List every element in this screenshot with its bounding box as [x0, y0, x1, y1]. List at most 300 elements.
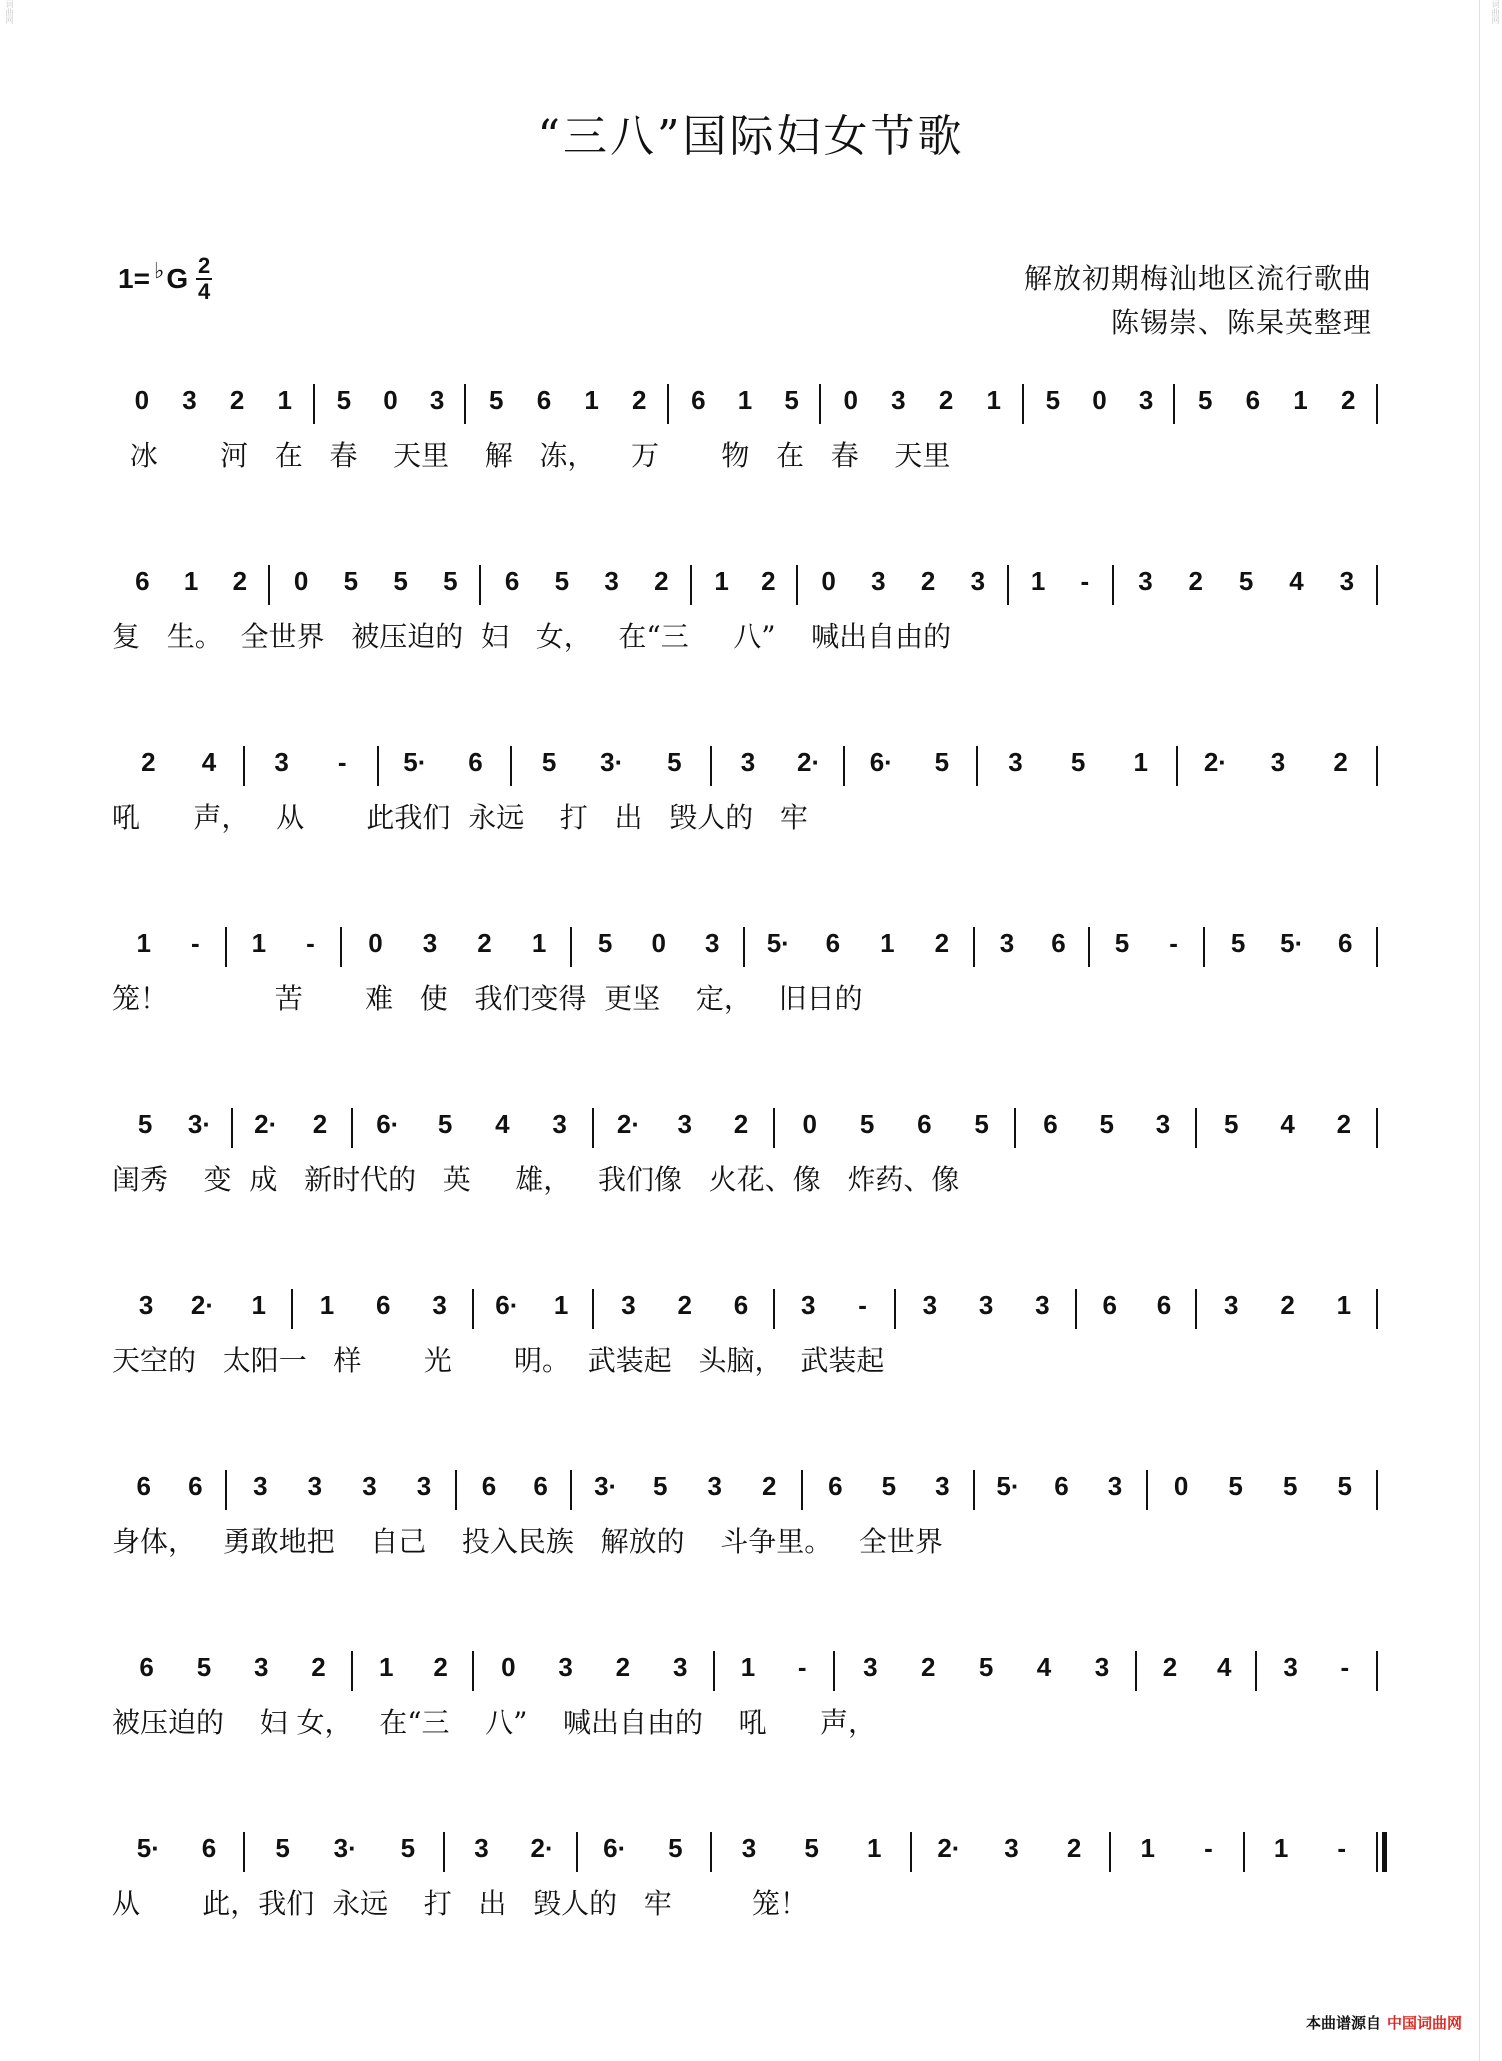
note: 2 [733, 1109, 749, 1139]
note: 2 [761, 566, 776, 596]
note: 4 [1280, 1109, 1295, 1139]
note: 5 [554, 566, 570, 596]
barline [690, 565, 692, 605]
measure [463, 1456, 566, 1516]
footer [1306, 2012, 1462, 2033]
note: 2 [1066, 1833, 1082, 1863]
measure [718, 1818, 906, 1878]
note: 5 [597, 928, 613, 958]
barline [1109, 1832, 1111, 1872]
note: 3 [432, 1290, 447, 1320]
note: 2 [1188, 566, 1203, 596]
note: 0 [821, 566, 836, 596]
note: 2 [631, 385, 647, 415]
note: 1 [880, 928, 895, 958]
note: 6 [1043, 1109, 1058, 1139]
footer-source: 本曲谱源自 [1305, 2014, 1381, 2032]
barline [801, 1470, 803, 1510]
score-system [112, 1094, 1378, 1224]
barline [1088, 927, 1090, 967]
notation-line [112, 370, 1378, 430]
note: 4 [1036, 1652, 1052, 1682]
note: 4 [495, 1109, 510, 1139]
measure [1251, 1818, 1372, 1878]
barline [243, 746, 245, 786]
measure [1117, 1818, 1238, 1878]
note: - [797, 1652, 807, 1682]
barline [351, 1108, 353, 1148]
lyric-line: 复 生。 全世界 被压迫的 妇 女， 在“三 八” 喊出自由的 [112, 620, 952, 653]
measure [359, 1094, 588, 1154]
measure [518, 732, 706, 792]
note: 3· [333, 1833, 357, 1863]
note: 0 [501, 1652, 516, 1682]
note: 3 [704, 928, 720, 958]
measure [600, 1275, 769, 1335]
measure [487, 551, 686, 611]
note: 1 [740, 1652, 756, 1682]
note: 2 [311, 1652, 326, 1682]
measure [239, 1094, 348, 1154]
note: 3 [416, 1471, 432, 1501]
measure [118, 1637, 347, 1697]
note: 6 [825, 928, 841, 958]
note: 3 [1155, 1109, 1171, 1139]
measure [1263, 1637, 1372, 1697]
barline [894, 1289, 896, 1329]
note: 5 [668, 1833, 683, 1863]
barline [1176, 746, 1178, 786]
note: 3 [707, 1471, 722, 1501]
credits [1024, 257, 1372, 345]
measure [348, 913, 566, 973]
barline [1376, 1651, 1378, 1691]
measure [751, 913, 969, 973]
note: 1 [1273, 1833, 1289, 1863]
note: 2· [616, 1109, 640, 1139]
note: 0 [843, 385, 858, 415]
measure [600, 1094, 769, 1154]
barline [1376, 1289, 1378, 1329]
barline [443, 1832, 445, 1872]
note: 2 [762, 1471, 777, 1501]
measure [1015, 551, 1109, 611]
note: 6 [917, 1109, 932, 1139]
note: 5 [1198, 385, 1213, 415]
note: 5 [1070, 747, 1086, 777]
credit-arranger: 陈锡崇、陈杲英整理 [1110, 306, 1372, 339]
barline [472, 1651, 474, 1691]
note: 3 [891, 385, 906, 415]
measure [276, 551, 475, 611]
barline [479, 565, 481, 605]
note: 0 [1092, 385, 1107, 415]
measure [918, 1818, 1106, 1878]
barline [464, 384, 466, 424]
note: 2 [920, 566, 936, 596]
note: 1 [183, 566, 199, 596]
notation-line [112, 1818, 1378, 1878]
note: 6 [691, 385, 706, 415]
barline [455, 1470, 457, 1510]
barline [1376, 746, 1378, 786]
note: 1 [319, 1290, 335, 1320]
measure [1211, 913, 1372, 973]
note: 3 [741, 1833, 757, 1863]
note: 3 [253, 1471, 268, 1501]
note: 1 [553, 1290, 569, 1320]
notation-line [112, 1637, 1378, 1697]
note: 5 [489, 385, 504, 415]
lyric-line: 被压迫的 妇 女， 在“三 八” 喊出自由的 吼 声， [112, 1706, 877, 1739]
note: 3· [594, 1471, 618, 1501]
barline [510, 746, 512, 786]
note: - [1169, 928, 1178, 958]
note: 1 [136, 928, 151, 958]
note: 6 [468, 747, 483, 777]
measure [359, 1637, 468, 1697]
note: 5 [881, 1471, 897, 1501]
note: 2 [677, 1290, 692, 1320]
lyric-line: 笼！ 苦 难 使 我们变得 更坚 定， 旧日的 [112, 982, 863, 1015]
note: 2 [477, 928, 492, 958]
note: 3 [552, 1109, 567, 1139]
note: 3 [922, 1290, 938, 1320]
barline [231, 1108, 233, 1148]
note: 3 [677, 1109, 692, 1139]
measure [233, 1456, 451, 1516]
note: 2· [1203, 747, 1227, 777]
measure [251, 732, 372, 792]
barline [1146, 1470, 1148, 1510]
note: 5 [859, 1109, 875, 1139]
score-system [112, 732, 1378, 862]
measure [118, 913, 221, 973]
time-bottom: 4 [197, 279, 211, 304]
measure [451, 1818, 572, 1878]
barline [351, 1651, 353, 1691]
note: 4 [1217, 1652, 1232, 1682]
measure [118, 1275, 287, 1335]
note: 5 [652, 1471, 668, 1501]
measure [1154, 1456, 1372, 1516]
score-system [112, 1456, 1378, 1586]
measure [472, 370, 663, 430]
note: 6 [136, 1471, 151, 1501]
barline [973, 927, 975, 967]
note: 2· [190, 1290, 214, 1320]
note: 2 [433, 1652, 448, 1682]
note: 3 [740, 747, 756, 777]
measure [1203, 1094, 1372, 1154]
measure [981, 913, 1084, 973]
measure [804, 551, 1003, 611]
measure [675, 370, 815, 430]
footer-site[interactable]: 中国词曲网 [1386, 2014, 1462, 2032]
note: 3 [978, 1290, 994, 1320]
note: 5 [393, 566, 408, 596]
measure [718, 732, 839, 792]
note: 1 [986, 385, 1001, 415]
note: 4 [1289, 566, 1304, 596]
barline [1376, 384, 1378, 424]
note: 3· [187, 1109, 211, 1139]
barline [570, 927, 572, 967]
note: 6 [504, 566, 520, 596]
barline [710, 746, 712, 786]
note: 5 [1045, 385, 1061, 415]
note: 5 [437, 1109, 453, 1139]
note: 3 [182, 385, 197, 415]
note: 4 [201, 747, 217, 777]
note: - [1204, 1833, 1213, 1863]
note: 3 [558, 1652, 573, 1682]
note: 3 [1270, 747, 1286, 777]
barline [592, 1289, 594, 1329]
measure [233, 913, 336, 973]
barline [773, 1289, 775, 1329]
note: 6· [376, 1109, 400, 1139]
measure [1096, 913, 1199, 973]
note: 3 [1138, 566, 1153, 596]
lyric-line: 吼 声， 从 此我们 永远 打 出 毁人的 牢 [112, 801, 808, 834]
note: 1 [531, 928, 547, 958]
time-signature [196, 255, 212, 303]
note: 6 [188, 1471, 203, 1501]
note: 3 [1224, 1290, 1239, 1320]
note: 1 [1030, 566, 1046, 596]
measure [781, 1094, 1010, 1154]
measure [578, 913, 739, 973]
lyric-line: 冰 河 在 春 天里 解 冻， 万 物 在 春 天里 [112, 439, 951, 472]
barline [1135, 1651, 1137, 1691]
barline [833, 1651, 835, 1691]
note: 3 [604, 566, 619, 596]
note: 5· [403, 747, 427, 777]
note: 2· [530, 1833, 554, 1863]
note: 2 [921, 1652, 936, 1682]
barline [1243, 1832, 1245, 1872]
note: 1 [737, 385, 753, 415]
note: 0 [651, 928, 666, 958]
note: 0 [802, 1109, 818, 1139]
barline [1376, 927, 1378, 967]
barline [713, 1651, 715, 1691]
note: 3 [1339, 566, 1355, 596]
measure [902, 1275, 1071, 1335]
measure [299, 1275, 468, 1335]
score-system [112, 1818, 1378, 1948]
note: 3 [1004, 1833, 1019, 1863]
notation-line [112, 1094, 1378, 1154]
note: 6 [1051, 928, 1066, 958]
note: 3 [1107, 1471, 1123, 1501]
barline [1075, 1289, 1077, 1329]
note: 2 [1336, 1109, 1352, 1139]
note: - [1080, 566, 1090, 596]
note: 6· [869, 747, 893, 777]
note: 3 [253, 1652, 269, 1682]
measure [118, 732, 239, 792]
notation-line [112, 913, 1378, 973]
barline [291, 1289, 293, 1329]
note: 5 [1099, 1109, 1114, 1139]
note: 5 [1238, 566, 1254, 596]
note: 5· [136, 1833, 160, 1863]
note: 1 [379, 1652, 394, 1682]
note: 2 [312, 1109, 328, 1139]
notation-line [112, 1456, 1378, 1516]
measure [1181, 370, 1372, 430]
measure [841, 1637, 1130, 1697]
note: 5 [541, 747, 557, 777]
lyric-line: 闺秀 变 成 新时代的 英 雄， 我们像 火花、像 炸药、像 [112, 1163, 960, 1196]
barline [843, 746, 845, 786]
note: 2 [615, 1652, 631, 1682]
barline [1203, 927, 1205, 967]
note: 3 [999, 928, 1015, 958]
score-system [112, 370, 1378, 500]
note: 3 [138, 1290, 154, 1320]
note: 3 [801, 1290, 816, 1320]
barline [1376, 1108, 1378, 1148]
credit-origin: 解放初期梅汕地区流行歌曲 [1023, 262, 1372, 295]
barline [976, 746, 978, 786]
barline [340, 927, 342, 967]
note: 5 [1282, 1471, 1298, 1501]
measure [1143, 1637, 1252, 1697]
note: 6 [1245, 385, 1261, 415]
note: 1 [277, 385, 292, 415]
note: - [306, 928, 315, 958]
barline [819, 384, 821, 424]
note: 6 [201, 1833, 217, 1863]
note: 2 [1280, 1290, 1295, 1320]
note: 5· [1280, 928, 1304, 958]
note: 3 [935, 1471, 950, 1501]
barline [313, 384, 315, 424]
measure [1030, 370, 1170, 430]
note: 0 [368, 928, 383, 958]
measure [578, 1456, 796, 1516]
note: 1 [1133, 747, 1148, 777]
barline [268, 565, 270, 605]
note: 3 [474, 1833, 489, 1863]
note: - [1337, 1833, 1346, 1863]
note: 3 [1094, 1652, 1110, 1682]
note: 3· [600, 747, 624, 777]
notation-line [112, 1275, 1378, 1335]
flat-icon: ♭ [153, 258, 165, 283]
note: 2 [141, 747, 156, 777]
measure [827, 370, 1018, 430]
note: 6 [481, 1471, 497, 1501]
measure [1184, 732, 1372, 792]
note: 2 [938, 385, 954, 415]
note: 6 [536, 385, 552, 415]
note: 3 [1138, 385, 1154, 415]
barline [225, 1470, 227, 1510]
note: 3 [422, 928, 438, 958]
barline [910, 1832, 912, 1872]
note: 2 [229, 385, 245, 415]
lyric-line: 从 此，我们 永远 打 出 毁人的 牢 笼！ [112, 1887, 808, 1920]
barline [1255, 1651, 1257, 1691]
note: 3 [621, 1290, 636, 1320]
barline [377, 746, 379, 786]
note: 1 [867, 1833, 882, 1863]
measure [1203, 1275, 1372, 1335]
note: 2 [934, 928, 950, 958]
note: - [858, 1290, 867, 1320]
note: - [1340, 1652, 1350, 1682]
barline [1195, 1108, 1197, 1148]
note: 0 [383, 385, 398, 415]
barline [773, 1108, 775, 1148]
score-system [112, 913, 1378, 1043]
note: 3 [1008, 747, 1023, 777]
score-system [112, 1275, 1378, 1405]
measure [781, 1275, 890, 1335]
measure [584, 1818, 705, 1878]
measure [1083, 1275, 1192, 1335]
barline [1022, 384, 1024, 424]
barline [592, 1108, 594, 1148]
note: 2 [1340, 385, 1356, 415]
barline [1014, 1108, 1016, 1148]
note: 0 [134, 385, 150, 415]
note: 6 [533, 1471, 548, 1501]
measure [1120, 551, 1372, 611]
barline [667, 384, 669, 424]
note: 3 [307, 1471, 323, 1501]
note: 6 [1337, 928, 1353, 958]
note: 2· [937, 1833, 961, 1863]
measure [480, 1275, 589, 1335]
note: 5 [343, 566, 359, 596]
barline [225, 927, 227, 967]
note: 3 [871, 566, 886, 596]
note: 3 [429, 385, 445, 415]
measure [118, 1456, 221, 1516]
note: 6 [135, 566, 150, 596]
note: 5 [1230, 928, 1246, 958]
barline [973, 1470, 975, 1510]
note: 5 [275, 1833, 290, 1863]
note: - [337, 747, 347, 777]
note: 3 [362, 1471, 377, 1501]
note: 5· [766, 928, 790, 958]
barline [1173, 384, 1175, 424]
measure [480, 1637, 709, 1697]
measure [981, 1456, 1142, 1516]
note: 2· [797, 747, 821, 777]
barline [1007, 565, 1009, 605]
notation-line [112, 551, 1378, 611]
lyric-line: 天空的 太阳一 样 光 明。 武装起 头脑， 武装起 [112, 1344, 885, 1377]
barline [570, 1470, 572, 1510]
note: 6· [495, 1290, 519, 1320]
note: 5 [336, 385, 352, 415]
note: 6 [376, 1290, 391, 1320]
measure [721, 1637, 830, 1697]
song-title: “三八”国际妇女节歌 [537, 111, 965, 162]
barline [243, 1832, 245, 1872]
measure [851, 732, 972, 792]
note: 0 [1173, 1471, 1189, 1501]
note: 5 [137, 1109, 153, 1139]
note: 6 [1054, 1471, 1069, 1501]
